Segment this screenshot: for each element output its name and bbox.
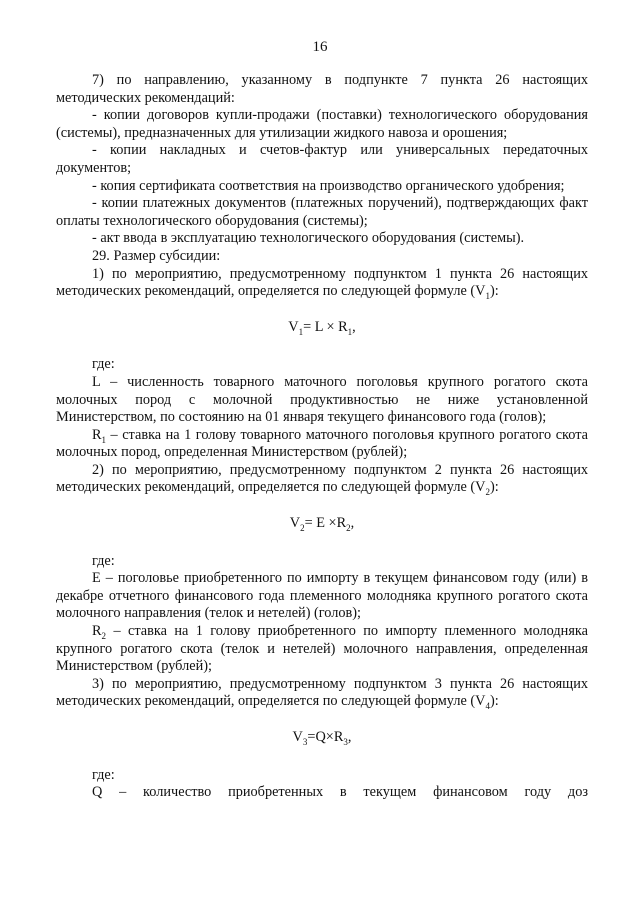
formula-v1: $V_1= L \times R_1$,	[288, 318, 356, 337]
list-item-payment-documents: - копии платежных документов (платежных поручений), подтверждающих факт оплаты технологического оборудования (системы);	[56, 195, 588, 229]
section-29-heading: 29. Размер субсидии:	[92, 247, 221, 264]
list-item-commissioning-act: - акт ввода в эксплуатацию технологического оборудования (системы).	[92, 230, 525, 247]
where-label: где:	[92, 552, 115, 569]
paragraph-measure-2: 2) по мероприятию, предусмотренному подпунктом 2 пункта 26 настоящих методических рекомендаций, определяется по следующей формуле $(V_2)$:	[56, 461, 588, 498]
list-item-invoices: - копии накладных и счетов-фактур или универсальных передаточных документов;	[56, 142, 588, 176]
definition-e: E – поголовье приобретенного по импорту в текущем финансовом году (или) в декабре отчетного финансового года племенного молодняка крупного рогатого скота молочного направления (телок и нетелей) (голов);	[56, 570, 588, 622]
document-body	[56, 72, 588, 802]
where-label: где:	[92, 766, 115, 783]
formula-v3: $V_3=Q\times R_3$,	[292, 729, 352, 747]
list-item-certificate: - копия сертификата соответствия на производство органического удобрения;	[92, 177, 565, 194]
definition-q: Q – количество приобретенных в текущем финансовом году доз	[92, 784, 588, 801]
definition-r2: $R_2$ – ставка на 1 голову приобретенного по импорту племенного молодняка крупного рогатого скота (телок и нетелей) молочного направления, определенная Министерством (рублей);	[56, 623, 588, 675]
list-item-contracts: - копии договоров купли-продажи (поставки) технологического оборудования (системы), предназначенных для утилизации жидкого навоза и орошения;	[56, 107, 588, 141]
formula-v2: $V_2= E \times R_2$,	[289, 515, 355, 533]
paragraph-item-7: 7) по направлению, указанному в подпункте 7 пункта 26 настоящих методических рекомендаций:	[56, 72, 588, 106]
where-label: где:	[92, 356, 115, 373]
paragraph-measure-3: 3) по мероприятию, предусмотренному подпунктом 3 пункта 26 настоящих методических рекомендаций, определяется по следующей формуле $(V_4)$:	[56, 675, 588, 712]
definition-r1: $R_1$ – ставка на 1 голову товарного маточного поголовья крупного рогатого скота молочных пород, определенная Министерством (рублей);	[56, 426, 588, 461]
definition-l: L – численность товарного маточного поголовья крупного рогатого скота молочных пород с молочной продуктивностью не ниже установленной Министерством, по состоянию на 01 января текущего финансового года (голов);	[56, 373, 588, 426]
paragraph-measure-1: 1) по мероприятию, предусмотренному подпунктом 1 пункта 26 настоящих методических рекомендаций, определяется по следующей формуле $(V_1)$:	[56, 265, 588, 301]
page-number: 16	[312, 39, 328, 55]
